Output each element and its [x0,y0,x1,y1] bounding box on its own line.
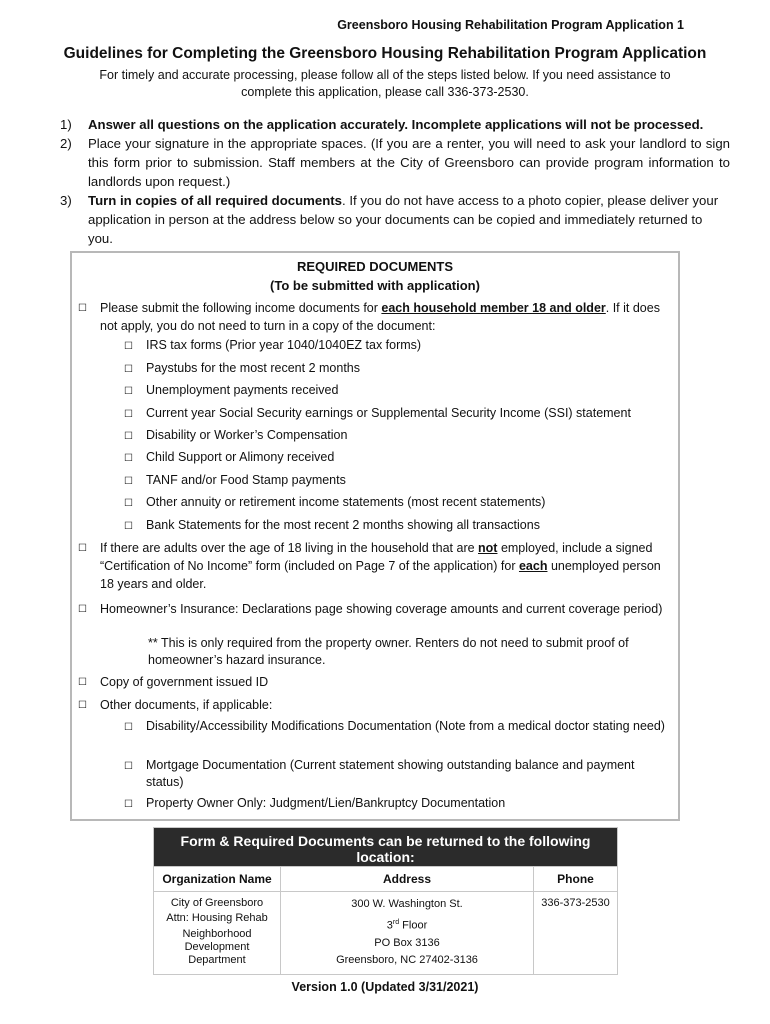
other-documents-label: Other documents, if applicable: [100,698,273,712]
income-text-post: . If it does not apply, you do not need to turn in a copy of the document: [100,301,660,333]
sub-item-label: IRS tax forms (Prior year 1040/1040EZ tax forms) [146,338,422,352]
address-cell [281,892,534,975]
checkbox-icon[interactable]: ☐ [124,722,133,733]
each-emphasis: each [518,559,548,573]
other-documents-item [78,696,668,715]
step-number: 3) [60,193,72,208]
no-income-item [78,539,668,593]
step-3 [60,191,730,248]
page-title: Guidelines for Completing the Greensboro Housing Rehabilitation Program Application [63,45,707,62]
checkbox-icon[interactable]: ☐ [124,386,133,397]
sub-item-label: Disability/Accessibility Modifications Documentation (Note from a medical doctor stating need) [146,719,665,733]
income-sub-item [124,494,672,512]
income-sub-item [124,427,672,445]
sub-item-label: Disability or Worker’s Compensation [146,428,348,442]
step-2 [60,134,730,191]
sub-item-label: Mortgage Documentation (Current statement showing outstanding balance and payment status) [146,758,635,789]
step-number: 1) [60,117,72,132]
gov-id-item [78,673,668,692]
not-emphasis: not [478,541,498,555]
sub-item-label: Bank Statements for the most recent 2 months showing all transactions [146,518,540,532]
sub-item-label: Paystubs for the most recent 2 months [146,361,360,375]
sub-item-label: Other annuity or retirement income statements (most recent statements) [146,495,546,509]
step-bold-text: Turn in copies of all required documents [88,193,343,208]
no-income-text: If there are adults over the age of 18 living in the household that are [100,541,479,555]
insurance-label: Homeowner’s Insurance: Declarations page showing coverage amounts and current coverage period) [100,602,663,616]
page-header-label: Greensboro Housing Rehabilitation Program Application 1 [337,18,684,32]
income-sub-item [124,449,672,467]
step-1 [60,115,730,134]
checkbox-icon[interactable]: ☐ [78,543,87,554]
income-emphasis: each household member 18 and older [381,301,606,315]
sub-item-label: TANF and/or Food Stamp payments [146,473,346,487]
org-line: Neighborhood Development Department [182,928,252,966]
return-location-table [153,827,618,975]
income-sub-item [124,360,672,378]
other-sub-item [124,718,672,736]
income-sub-item [124,382,672,400]
table-row [154,892,618,975]
income-sub-item [124,405,672,423]
checkbox-icon[interactable]: ☐ [124,453,133,464]
intro-text: For timely and accurate processing, please follow all of the steps listed below. If you need assistance to complete this application, please call 336-373-2530. [99,68,671,99]
income-sub-item [124,517,672,535]
sub-item-label: Child Support or Alimony received [146,450,335,464]
checkbox-icon[interactable]: ☐ [124,521,133,532]
income-text: Please submit the following income documents for [100,301,382,315]
checkbox-icon[interactable]: ☐ [124,498,133,509]
address-line: 3rd Floor [386,918,428,932]
version-footer: Version 1.0 (Updated 3/31/2021) [291,980,479,994]
column-header: Organization Name [154,867,281,892]
checkbox-icon[interactable]: ☐ [78,604,87,615]
gov-id-label: Copy of government issued ID [100,675,269,689]
other-sub-item [124,757,672,791]
sub-item-label: Property Owner Only: Judgment/Lien/Bankruptcy Documentation [146,796,506,810]
checkbox-icon[interactable]: ☐ [78,700,87,711]
step-number: 2) [60,136,72,151]
sub-item-label: Current year Social Security earnings or Supplemental Security Income (SSI) statement [146,406,631,420]
org-line: City of Greensboro [170,897,264,909]
checkbox-icon[interactable]: ☐ [124,431,133,442]
insurance-note: ** This is only required from the property owner. Renters do not need to submit proof of homeowner’s hazard insurance. [148,636,629,667]
table-banner: Form & Required Documents can be returned to the following location: [154,828,618,867]
address-line: 300 W. Washington St. [351,898,463,910]
organization-cell [154,892,281,975]
steps-list [60,115,730,248]
no-income-text-mid: employed, include a signed “Certification of No Income” form (included on Page 7 of the application) for [100,541,653,573]
no-income-text-post: unemployed person 18 years and older. [100,559,661,591]
phone-cell: 336-373-2530 [534,892,618,975]
step-text: Place your signature in the appropriate spaces. (If you are a renter, you will need to ask your landlord to sign this form prior to submission. Staff members at the City of Greensboro can provide program information to landlords upon request.) [88,136,730,189]
checkbox-icon[interactable]: ☐ [124,409,133,420]
sub-item-label: Unemployment payments received [146,383,339,397]
checkbox-icon[interactable]: ☐ [78,677,87,688]
checkbox-icon[interactable]: ☐ [124,476,133,487]
column-header: Phone [534,867,618,892]
checkbox-icon[interactable]: ☐ [124,799,133,810]
org-line: Attn: Housing Rehab [166,912,268,924]
income-sub-item [124,337,672,355]
checkbox-icon[interactable]: ☐ [124,364,133,375]
required-documents-subtitle: (To be submitted with application) [270,278,480,293]
income-sub-item [124,472,672,490]
step-text: . If you do not have access to a photo copier, please deliver your application in person at the address below so your documents can be copied and immediately returned to you. [88,193,719,246]
checkbox-icon[interactable]: ☐ [124,761,133,772]
checkbox-icon[interactable]: ☐ [124,341,133,352]
required-documents-box [70,251,680,821]
insurance-item [78,600,668,619]
income-documents-item [78,299,668,335]
address-line: PO Box 3136 [374,936,440,949]
column-header: Address [281,867,534,892]
required-documents-title: REQUIRED DOCUMENTS [296,259,453,274]
address-line: Greensboro, NC 27402-3136 [336,954,478,967]
checkbox-icon[interactable]: ☐ [78,303,87,314]
step-bold-text: Answer all questions on the application accurately. Incomplete applications will not be processed. [88,117,704,132]
other-sub-item [124,795,672,813]
